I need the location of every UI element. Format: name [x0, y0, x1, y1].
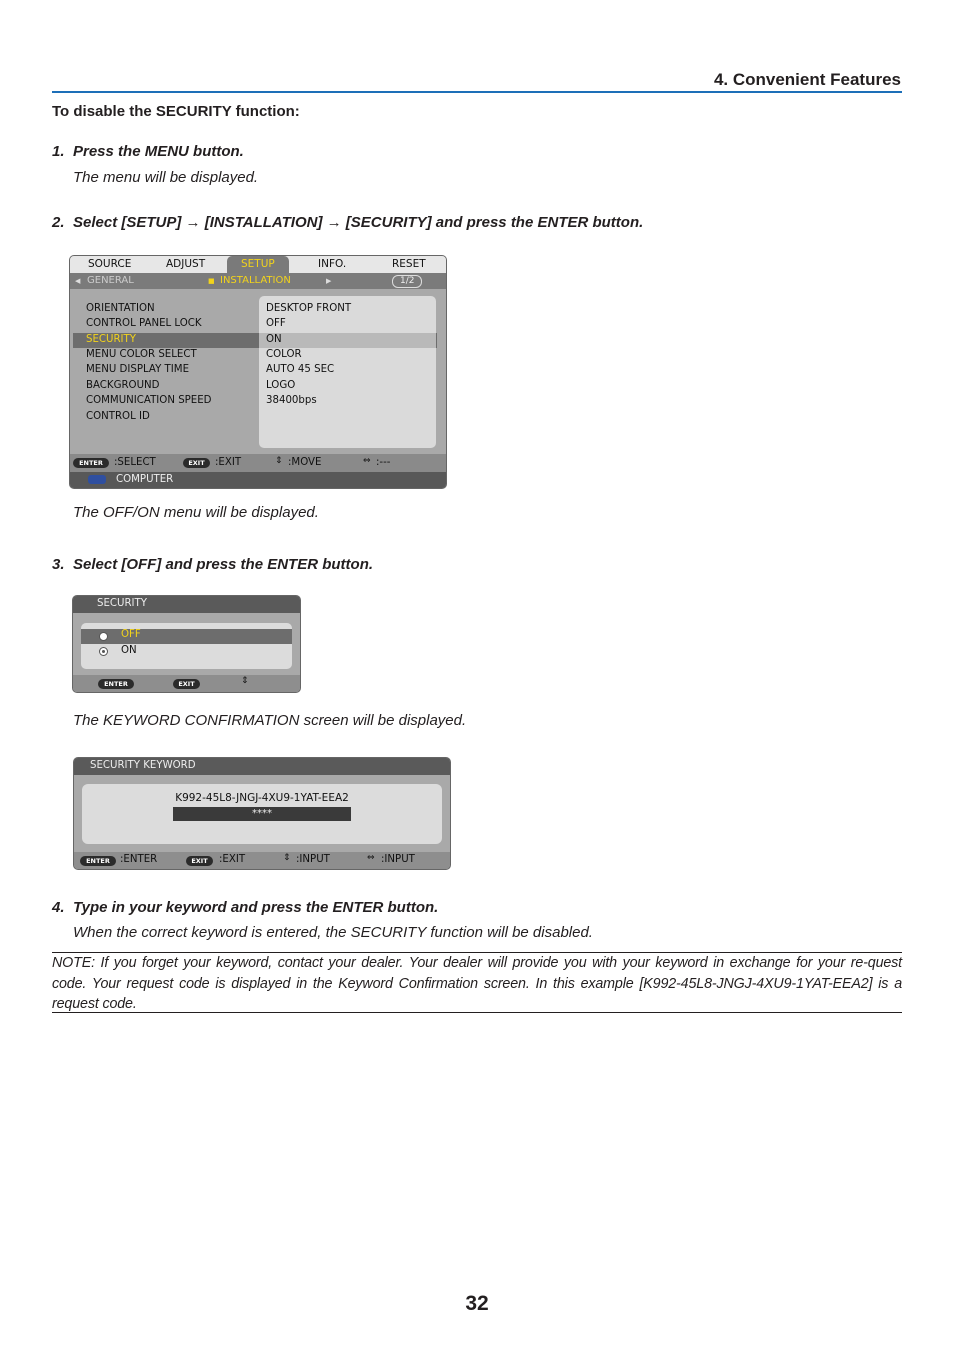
computer-input-icon	[88, 475, 106, 484]
step-number: 4.	[52, 899, 65, 916]
menu-value: LOGO	[266, 380, 296, 391]
security-menu-title: SECURITY	[97, 598, 148, 609]
chapter-title: 4. Convenient Features	[713, 70, 901, 89]
menu-label: MENU COLOR SELECT	[86, 349, 197, 360]
step-text: Type in your keyword and press the ENTER button.	[73, 899, 439, 916]
security-menu-footer	[73, 675, 300, 692]
exit-key-icon: EXIT	[186, 856, 213, 866]
subtab-installation: INSTALLATION	[220, 275, 291, 286]
menu-label: MENU DISPLAY TIME	[86, 364, 190, 375]
keyword-input: ****	[173, 807, 351, 821]
note-bottom-rule	[52, 1012, 902, 1013]
page-number: 32	[465, 1292, 489, 1315]
right-arrow-icon: ▶	[326, 277, 332, 285]
bullet-icon: ■	[208, 277, 215, 285]
tab-adjust: ADJUST	[166, 258, 206, 270]
menu-label: BACKGROUND	[86, 380, 160, 391]
step-4-desc: When the correct keyword is entered, the SECURITY function will be disabled.	[73, 924, 593, 941]
updown-arrow-icon: ⇕	[283, 853, 291, 863]
option-off: OFF	[121, 629, 141, 640]
tab-setup: SETUP	[227, 256, 289, 273]
step-1-desc: The menu will be displayed.	[73, 169, 259, 186]
selected-value-highlight	[259, 333, 436, 348]
step-2-desc: The OFF/ON menu will be displayed.	[73, 504, 319, 521]
step-number: 1.	[52, 143, 65, 160]
input-hint: :INPUT	[296, 854, 330, 865]
step-3-desc: The KEYWORD CONFIRMATION screen will be displayed.	[73, 712, 467, 729]
enter-key-icon: ENTER	[73, 458, 109, 468]
menu-value: COLOR	[266, 349, 302, 360]
left-arrow-icon: ◀	[75, 277, 81, 285]
exit-hint: :EXIT	[215, 457, 242, 468]
menu-label: CONTROL PANEL LOCK	[86, 318, 202, 329]
step-text: Select [OFF] and press the ENTER button.	[73, 556, 374, 573]
exit-key-icon: EXIT	[183, 458, 210, 468]
option-on: ON	[121, 645, 137, 656]
step-4	[52, 899, 438, 916]
step-number: 2.	[52, 214, 65, 231]
menu-tabs	[70, 256, 446, 273]
keyword-title: SECURITY KEYWORD	[90, 760, 196, 771]
step-text: Press the MENU button.	[73, 143, 244, 160]
radio-off-icon	[99, 632, 108, 641]
menu-label: ORIENTATION	[86, 303, 155, 314]
menu-value: OFF	[266, 318, 286, 329]
menu-value: DESKTOP FRONT	[266, 303, 352, 314]
security-menu-titlebar	[73, 596, 300, 613]
select-hint: :SELECT	[114, 457, 156, 468]
updown-arrow-icon: ⇕	[275, 456, 283, 466]
enter-hint: :ENTER	[120, 854, 158, 865]
page-indicator: 1/2	[392, 275, 422, 288]
submenu-bar	[70, 273, 446, 289]
enter-key-icon: ENTER	[98, 679, 134, 689]
menu-footer	[70, 454, 446, 472]
menu-value: 38400bps	[266, 395, 317, 406]
tab-reset: RESET	[392, 258, 426, 270]
radio-on-icon	[99, 647, 108, 656]
leftright-arrow-icon: ⇔	[367, 853, 375, 863]
step-2	[52, 214, 643, 231]
leftright-hint: :---	[376, 457, 391, 468]
menu-label: COMMUNICATION SPEED	[86, 395, 212, 406]
leftright-arrow-icon: ⇔	[363, 456, 371, 466]
menu-value: AUTO 45 SEC	[266, 364, 335, 375]
move-hint: :MOVE	[288, 457, 322, 468]
tab-source: SOURCE	[88, 258, 132, 270]
header-rule	[52, 91, 902, 93]
tab-info: INFO.	[318, 258, 347, 270]
step-number: 3.	[52, 556, 65, 573]
source-name: COMPUTER	[116, 474, 174, 485]
security-keyword-screenshot	[73, 757, 451, 870]
input-hint: :INPUT	[381, 854, 415, 865]
menu-value-selected: ON	[266, 334, 282, 345]
note-text: NOTE: If you forget your keyword, contact your dealer. Your dealer will provide you with your keyword in exchange for your re-quest code. Your request code is displayed in the Keyword Confirmation screen. In this example [K992-45L8-JNGJ-4XU9-1YAT-EEA2] is a request code.	[52, 955, 902, 1012]
setup-menu-screenshot	[69, 255, 447, 489]
keyword-titlebar	[74, 758, 450, 775]
section-title: To disable the SECURITY function:	[52, 103, 300, 120]
security-menu-screenshot	[72, 595, 301, 693]
menu-label: CONTROL ID	[86, 411, 150, 422]
keyword-footer	[74, 852, 450, 869]
request-code: K992-45L8-JNGJ-4XU9-1YAT-EEA2	[175, 792, 349, 804]
step-text: Select [SETUP] → [INSTALLATION] → [SECURITY] and press the ENTER button.	[73, 214, 644, 231]
enter-key-icon: ENTER	[80, 856, 116, 866]
source-bar	[70, 472, 446, 488]
menu-label-selected: SECURITY	[86, 334, 137, 345]
updown-arrow-icon: ⇕	[241, 676, 249, 686]
step-1	[52, 143, 244, 160]
exit-key-icon: EXIT	[173, 679, 200, 689]
exit-hint: :EXIT	[219, 854, 246, 865]
step-3	[52, 556, 373, 573]
selected-option-highlight	[81, 629, 292, 644]
subtab-general: GENERAL	[87, 275, 134, 286]
